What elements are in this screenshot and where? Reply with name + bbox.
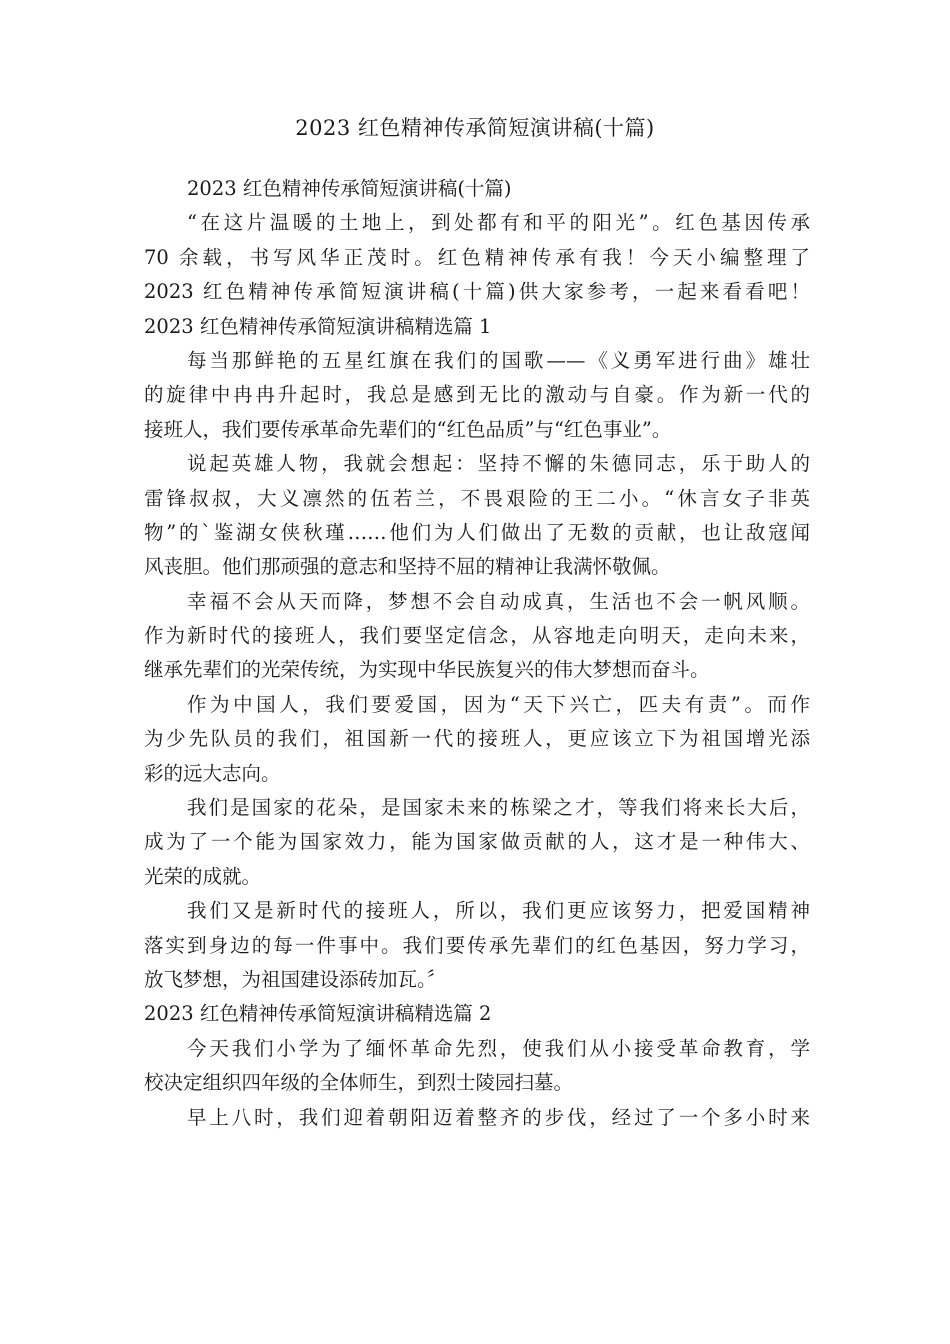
text-line: 2023 红色精神传承简短演讲稿(十篇) [187,177,512,200]
text-line: 校决定组织四年级的全体师生，到烈士陵园扫墓。 [144,1071,574,1095]
text-line: 每当那鲜艳的五星红旗在我们的国歌——《义勇军进行曲》雄壮 [187,348,810,372]
text-line: 放飞梦想，为祖国建设添砖加瓦。〞 [144,967,447,991]
text-line: 我们是国家的花朵，是国家未来的栋梁之才，等我们将来长大后， [187,796,810,820]
text-line: 彩的远大志向。 [144,761,281,785]
text-line: 接班人，我们要传承革命先辈们的“红色品质”与“红色事业”。 [144,417,672,441]
text-line: 早上八时，我们迎着朝阳迈着整齐的步伐，经过了一个多小时来 [187,1105,810,1129]
document-body [144,172,810,1135]
text-line: 2023 红色精神传承简短演讲稿精选篇 1 [144,314,492,338]
text-line: 风丧胆。他们那顽强的意志和坚持不屈的精神让我满怀敬佩。 [144,555,671,579]
text-line: 我们又是新时代的接班人，所以，我们更应该努力，把爱国精神 [187,899,810,923]
text-line: 说起英雄人物，我就会想起：坚持不懈的朱德同志，乐于助人的 [187,452,810,476]
text-line: 成为了一个能为国家效力，能为国家做贡献的人，这才是一种伟大、 [144,830,810,854]
text-line: 70 余载，书写风华正茂时。红色精神传承有我！今天小编整理了 [144,245,810,269]
text-line: 为少先队员的我们，祖国新一代的接班人，更应该立下为祖国增光添 [144,727,810,751]
text-line: 今天我们小学为了缅怀革命先烈，使我们从小接受革命教育，学 [187,1036,810,1060]
text-line: 2023 红色精神传承简短演讲稿(十篇)供大家参考，一起来看看吧！ [144,280,810,304]
text-line: 作为中国人，我们要爱国，因为“天下兴亡，匹夫有责”。而作 [187,692,810,716]
text-line: 光荣的成就。 [144,864,262,888]
text-line: 幸福不会从天而降，梦想不会自动成真，生活也不会一帆风顺。 [187,589,810,613]
text-line: 继承先辈们的光荣传统，为实现中华民族复兴的伟大梦想而奋斗。 [144,658,710,682]
text-line: 落实到身边的每一件事中。我们要传承先辈们的红色基因，努力学习， [144,933,810,957]
text-line: 的旋律中冉冉升起时，我总是感到无比的激动与自豪。作为新一代的 [144,383,810,407]
text-line: 雷锋叔叔，大义凛然的伍若兰，不畏艰险的王二小。“休言女子非英 [144,486,810,510]
text-line: 物”的`鉴湖女侠秋瑾……他们为人们做出了无数的贡献，也让敌寇闻 [144,520,810,544]
text-line: 2023 红色精神传承简短演讲稿精选篇 2 [144,1002,492,1026]
document-title: 2023 红色精神传承简短演讲稿(十篇) [295,116,655,140]
text-line: “在这片温暖的土地上，到处都有和平的阳光”。红色基因传承 [187,211,810,235]
text-line: 作为新时代的接班人，我们要坚定信念，从容地走向明天，走向未来， [144,624,810,648]
